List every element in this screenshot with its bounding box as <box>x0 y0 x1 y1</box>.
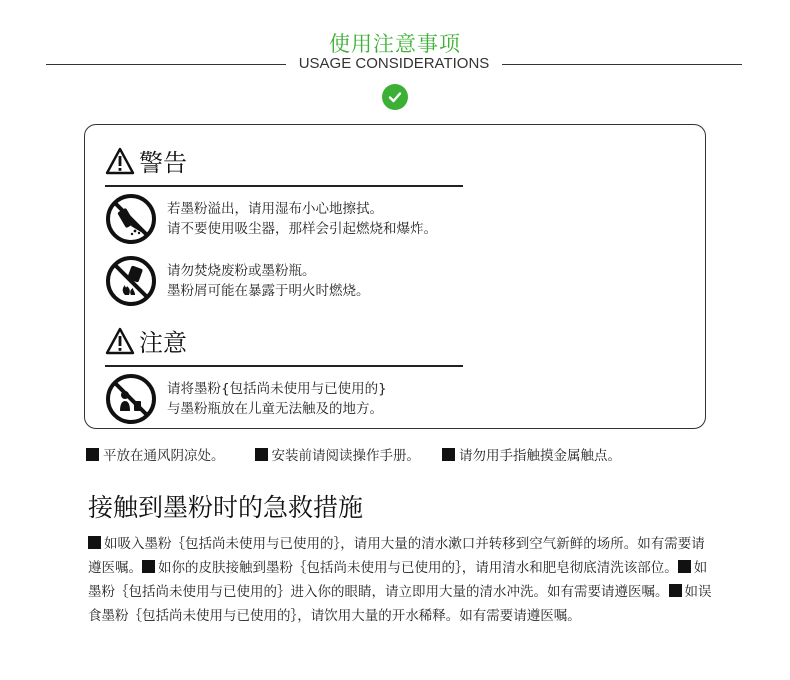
caution-triangle-icon <box>105 327 135 355</box>
header-divider-right <box>502 64 742 65</box>
tip-item: 请勿用手指触摸金属触点。 <box>442 444 621 464</box>
tip-item: 平放在通风阴凉处。 <box>86 444 225 464</box>
first-aid-title: 接触到墨粉时的急救措施 <box>88 493 364 522</box>
warning-text-line: 请不要使用吸尘器，那样会引起燃烧和爆炸。 <box>167 221 437 237</box>
warning-divider <box>105 185 463 187</box>
warning-text-line: 若墨粉溢出，请用湿布小心地擦拭。 <box>167 201 383 217</box>
caution-text-line: 与墨粉瓶放在儿童无法触及的地方。 <box>167 401 383 417</box>
square-bullet-icon <box>86 448 99 461</box>
page-title: 使用注意事项 <box>329 32 461 56</box>
square-bullet-icon <box>678 560 691 573</box>
tip-item: 安装前请阅读操作手册。 <box>255 444 421 464</box>
first-aid-paragraph: 如吸入墨粉｛包括尚未使用与已使用的｝，请用大量的清水漱口并转移到空气新鲜的场所。如有需要请遵医嘱。 如你的皮肤接触到墨粉｛包括尚未使用与已使用的｝，请用清水和肥皂彻底清洗该部位。 如墨粉｛包括尚未使用与已使用的｝进入你的眼睛，请立即用大量的清水冲洗。如有需要请遵医嘱。 如误食墨粉｛包括尚未使用与已使用的｝，请饮用大量的开水稀释。如有需要请遵医嘱。 <box>88 536 712 624</box>
warning-heading <box>105 143 187 178</box>
keep-away-children-icon <box>105 373 157 425</box>
warning-text-line: 墨粉屑可能在暴露于明火时燃烧。 <box>167 283 370 299</box>
warning-title: 警告 <box>139 149 187 177</box>
page-subtitle: USAGE CONSIDERATIONS <box>298 55 490 72</box>
storage-tips <box>86 444 621 464</box>
caution-divider <box>105 365 463 367</box>
no-vacuum-icon <box>105 193 157 245</box>
check-icon <box>382 84 408 110</box>
notice-box <box>84 124 706 429</box>
header-divider-left <box>46 64 286 65</box>
square-bullet-icon <box>255 448 268 461</box>
square-bullet-icon <box>442 448 455 461</box>
square-bullet-icon <box>669 584 682 597</box>
warning-text-line: 请勿焚烧废粉或墨粉瓶。 <box>167 263 316 279</box>
warning-item <box>105 193 437 245</box>
no-burn-icon <box>105 255 157 307</box>
caution-text-line: 请将墨粉{包括尚未使用与已使用的} <box>167 381 387 397</box>
warning-item <box>105 255 370 307</box>
caution-title: 注意 <box>139 329 187 357</box>
warning-triangle-icon <box>105 147 135 175</box>
caution-heading <box>105 323 187 358</box>
square-bullet-icon <box>88 536 101 549</box>
square-bullet-icon <box>142 560 155 573</box>
caution-item <box>105 373 387 425</box>
